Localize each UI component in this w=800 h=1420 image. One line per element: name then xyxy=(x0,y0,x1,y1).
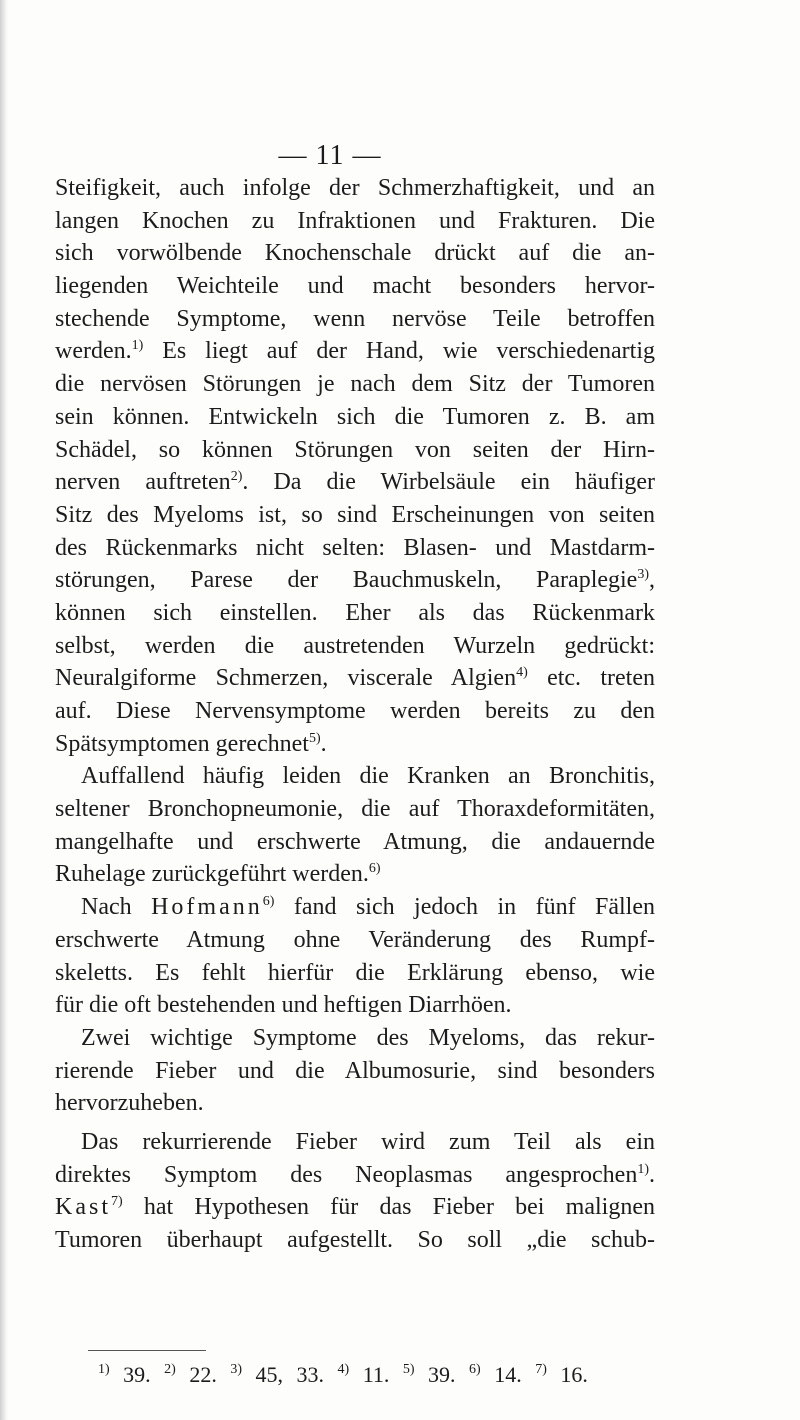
text-line: selbst, werden die austretenden Wurzeln gedrückt: xyxy=(55,632,655,659)
footnotes: $^{1)}$ 39. $^{2)}$ 22. $^{3)}$ 45, 33. $^{4)}$ 11. $^{5)}$ 39. $^{6)}$ 14. $^{7)}$ 16. xyxy=(98,1362,588,1387)
text-line: langen Knochen zu Infraktionen und Frakturen. Die xyxy=(55,207,655,234)
text-line: rierende Fieber und die Albumosurie, sind besonders xyxy=(55,1057,655,1084)
page-number: — 11 — xyxy=(278,140,382,171)
text-line: Steifigkeit, auch infolge der Schmerzhaftigkeit, und an xyxy=(55,175,655,201)
text-line: Nach Hofmann$^{6)}$ fand sich jedoch in fünf Fällen xyxy=(81,894,656,921)
text-line: Schädel, so können Störungen von seiten der Hirn- xyxy=(55,436,655,463)
text-line: stechende Symptome, wenn nervöse Teile betroffen xyxy=(55,305,655,332)
text-line: Tumoren überhaupt aufgestellt. So soll „die schub- xyxy=(55,1227,655,1253)
text-line: skeletts. Es fehlt hierfür die Erklärung ebenso, wie xyxy=(55,959,655,986)
text-line: störungen, Parese der Bauchmuskeln, Paraplegie$^{3)}$, xyxy=(55,567,655,594)
text-line: sein können. Entwickeln sich die Tumoren z. B. am xyxy=(55,403,655,430)
text-line: liegenden Weichteile und macht besonders hervor- xyxy=(55,273,655,300)
text-line: Ruhelage zurückgeführt werden.$^{6)}$ xyxy=(55,861,381,888)
text-line: erschwerte Atmung ohne Veränderung des Rumpf- xyxy=(55,926,655,953)
text-line: nerven auftreten$^{2)}$. Da die Wirbelsäule ein häufiger xyxy=(55,469,655,496)
text-line: Das rekurrierende Fieber wird zum Teil als ein xyxy=(81,1128,655,1155)
text-line: können sich einstellen. Eher als das Rückenmark xyxy=(55,599,655,626)
text-line: auf. Diese Nervensymptome werden bereits zu den xyxy=(55,698,655,724)
body-text xyxy=(55,172,655,1257)
text-line: Zwei wichtige Symptome des Myeloms, das rekur- xyxy=(81,1024,655,1051)
text-line: Sitz des Myeloms ist, so sind Erscheinungen von seiten xyxy=(55,501,655,528)
text-line: Neuralgiforme Schmerzen, viscerale Algien$^{4)}$ etc. treten xyxy=(55,665,655,692)
text-line: Spätsymptomen gerechnet$^{5)}$. xyxy=(55,730,327,757)
text-line: werden.$^{1)}$ Es liegt auf der Hand, wie verschiedenartig xyxy=(55,338,655,365)
text-line: direktes Symptom des Neoplasmas angesprochen$^{1)}$. xyxy=(55,1161,655,1188)
text-line: Kast$^{7)}$ hat Hypothesen für das Fieber bei malignen xyxy=(55,1194,655,1221)
text-line: die nervösen Störungen je nach dem Sitz der Tumoren xyxy=(55,371,655,398)
text-line: sich vorwölbende Knochenschale drückt auf die an- xyxy=(55,240,655,267)
text-line: Auffallend häufig leiden die Kranken an Bronchitis, xyxy=(81,763,655,790)
text-line: hervorzuheben. xyxy=(55,1090,204,1117)
text-line: für die oft bestehenden und heftigen Diarrhöen. xyxy=(55,992,512,1019)
text-line: seltener Bronchopneumonie, die auf Thoraxdeformitäten, xyxy=(55,796,655,823)
footnote-rule xyxy=(88,1350,206,1351)
scan-edge-shadow xyxy=(0,0,8,1420)
text-line: mangelhafte und erschwerte Atmung, die andauernde xyxy=(55,828,655,855)
text-line: des Rückenmarks nicht selten: Blasen- und Mastdarm- xyxy=(55,534,655,561)
